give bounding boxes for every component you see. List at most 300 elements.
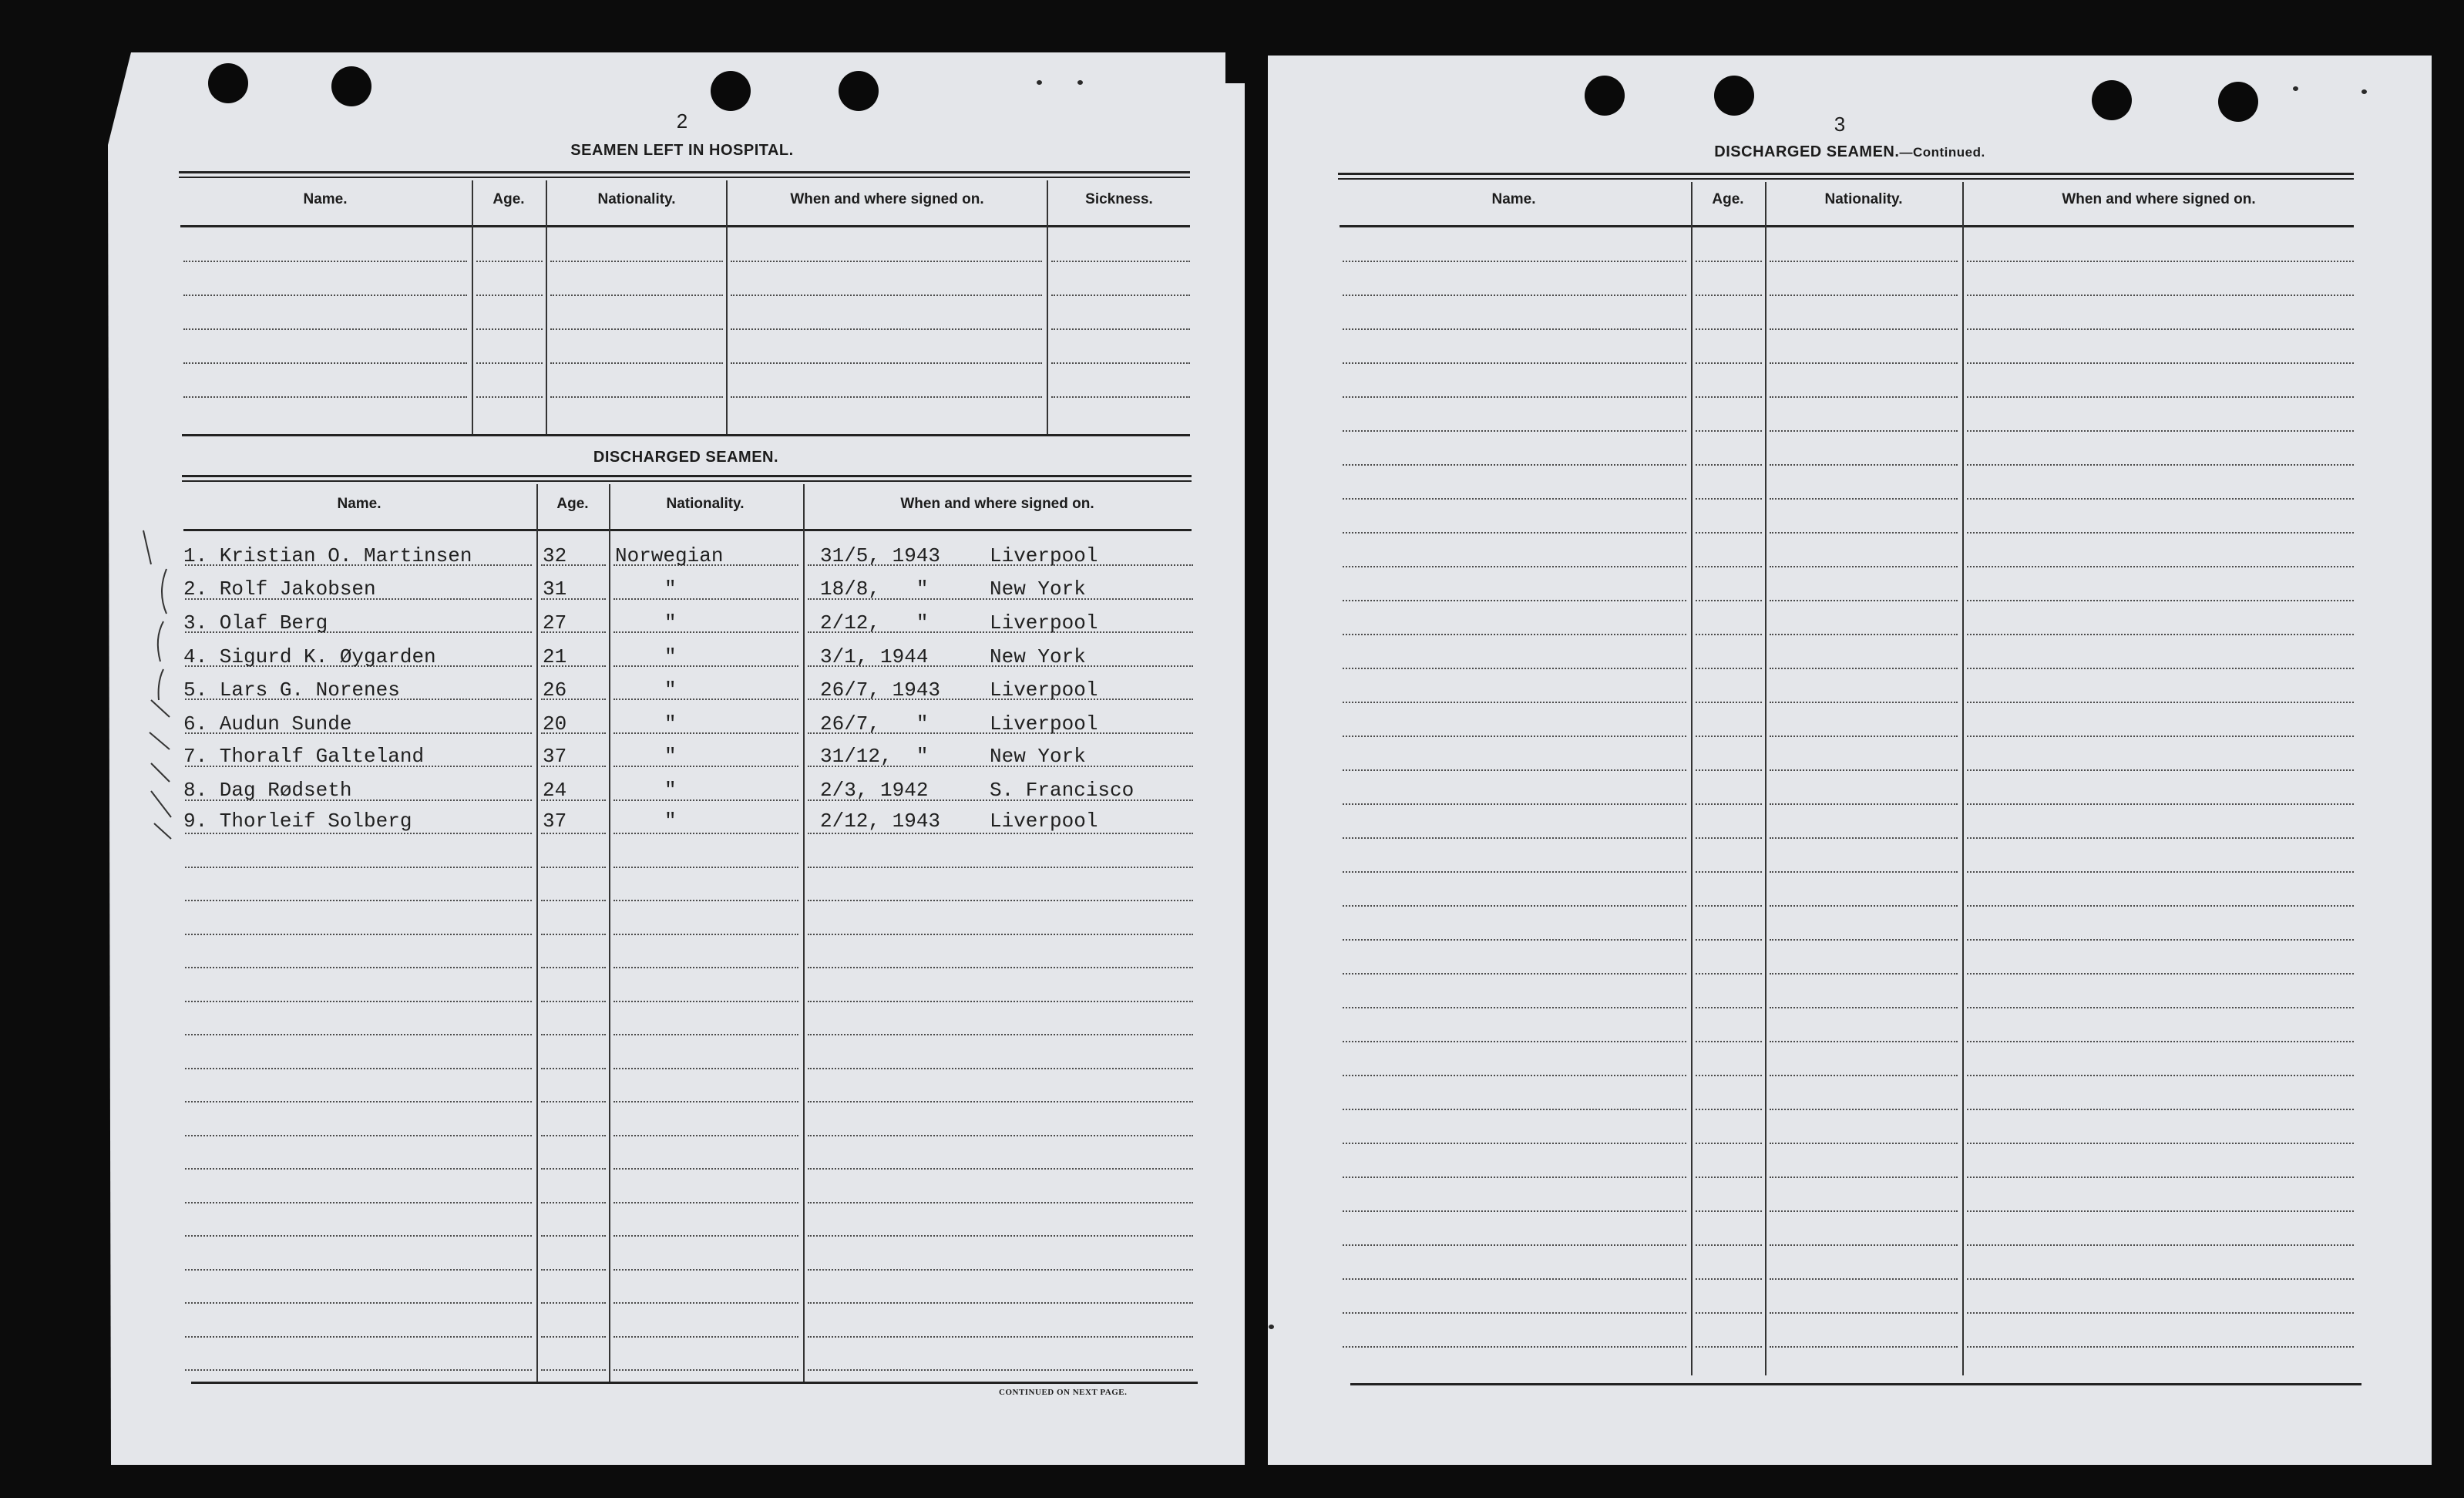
ruled-line	[1770, 803, 1958, 805]
entry-age: 26	[543, 678, 567, 702]
ruled-line	[1696, 295, 1762, 296]
ruled-line	[1696, 1244, 1762, 1246]
table-top-rule	[179, 171, 1190, 178]
ruled-line	[1696, 1312, 1762, 1314]
ruled-line	[1770, 837, 1958, 839]
ruled-line	[1967, 1278, 2354, 1280]
ruled-line	[1343, 362, 1686, 364]
ruled-line	[1696, 905, 1762, 907]
ruled-line	[185, 967, 532, 968]
ruled-line	[1967, 1244, 2354, 1246]
ruled-line	[1343, 803, 1686, 805]
entry-nationality: "	[664, 712, 677, 736]
entry-place: Liverpool	[990, 810, 1098, 833]
ruled-line	[1967, 769, 2354, 771]
col-header-name: Name.	[303, 191, 348, 207]
ruled-line	[1051, 328, 1190, 330]
ruled-line	[1696, 1075, 1762, 1076]
entry-place: Liverpool	[990, 678, 1098, 702]
ruled-line	[1343, 464, 1686, 466]
entry-age: 37	[543, 810, 567, 833]
ruled-line	[1696, 396, 1762, 398]
entry-place: New York	[990, 745, 1086, 768]
punch-hole	[331, 66, 371, 106]
ruled-line	[1770, 736, 1958, 737]
col-header-name: Name.	[337, 496, 382, 512]
ruled-line	[613, 598, 798, 600]
ruled-line	[1343, 498, 1686, 500]
page-number-left: 2	[676, 109, 688, 133]
entry-place: Liverpool	[990, 611, 1098, 635]
entry-name: 9. Thorleif Solberg	[183, 810, 412, 833]
ruled-line	[1770, 532, 1958, 534]
col-header-age: Age.	[1712, 191, 1744, 207]
punch-hole	[1585, 76, 1625, 116]
ink-speck	[2293, 86, 2298, 91]
ruled-line	[808, 1202, 1193, 1203]
col-divider	[1765, 182, 1766, 1375]
ruled-line	[1696, 871, 1762, 873]
ruled-line	[541, 1168, 606, 1170]
ruled-line	[808, 1034, 1193, 1035]
ruled-line	[1967, 362, 2354, 364]
ruled-line	[541, 1001, 606, 1002]
ruled-line	[1696, 939, 1762, 941]
ruled-line	[185, 1168, 532, 1170]
col-divider	[472, 180, 473, 435]
entry-place: Liverpool	[990, 712, 1098, 736]
ruled-line	[1967, 430, 2354, 432]
ruled-line	[1770, 1244, 1958, 1246]
ruled-line	[1343, 328, 1686, 330]
ruled-line	[808, 1168, 1193, 1170]
ruled-line	[185, 867, 532, 868]
discharged-section-title: DISCHARGED SEAMEN.	[593, 449, 779, 466]
entry-name: 7. Thoralf Galteland	[183, 745, 425, 768]
table-top-rule	[182, 475, 1192, 482]
col-divider	[1691, 182, 1693, 1375]
ruled-line	[1343, 1278, 1686, 1280]
ruled-line	[613, 1336, 798, 1338]
ruled-line	[613, 1101, 798, 1102]
entry-date: 18/8, "	[820, 577, 929, 601]
ruled-line	[1770, 769, 1958, 771]
entry-nationality: "	[664, 810, 677, 833]
ruled-line	[808, 1235, 1193, 1237]
punch-hole	[1714, 76, 1754, 116]
ruled-line	[1770, 905, 1958, 907]
ruled-line	[185, 1135, 532, 1136]
ruled-line	[1967, 328, 2354, 330]
ruled-line	[1343, 905, 1686, 907]
entry-date: 26/7, "	[820, 712, 929, 736]
entry-name: 3. Olaf Berg	[183, 611, 328, 635]
ruled-line	[808, 967, 1193, 968]
ruled-line	[1967, 668, 2354, 669]
ruled-line	[1696, 532, 1762, 534]
col-divider	[546, 180, 547, 435]
entry-name: 1. Kristian O. Martinsen	[183, 544, 472, 567]
col-header-signed-on: When and where signed on.	[2062, 191, 2256, 207]
ruled-line	[185, 1269, 532, 1271]
ruled-line	[1696, 600, 1762, 601]
entry-name: 4. Sigurd K. Øygarden	[183, 645, 436, 668]
ruled-line	[1696, 464, 1762, 466]
ruled-line	[1967, 702, 2354, 703]
ruled-line	[1967, 1109, 2354, 1110]
ruled-line	[1343, 566, 1686, 567]
header-rule	[183, 529, 1192, 531]
ruled-line	[1343, 1244, 1686, 1246]
entry-age: 37	[543, 745, 567, 768]
ruled-line	[1967, 1177, 2354, 1178]
ruled-line	[808, 867, 1193, 868]
ruled-line	[808, 1001, 1193, 1002]
ruled-line	[1967, 1041, 2354, 1042]
ruled-line	[1967, 600, 2354, 601]
ruled-line	[1696, 769, 1762, 771]
ruled-line	[1967, 396, 2354, 398]
ruled-line	[1770, 498, 1958, 500]
hospital-bottom-rule	[182, 434, 1190, 436]
ruled-line	[1967, 634, 2354, 635]
ruled-line	[613, 799, 798, 801]
ruled-line	[1967, 261, 2354, 262]
ruled-line	[476, 396, 543, 398]
ruled-line	[541, 1336, 606, 1338]
ruled-line	[1696, 1109, 1762, 1110]
entry-nationality: "	[664, 645, 677, 668]
ruled-line	[1770, 939, 1958, 941]
ruled-line	[541, 1034, 606, 1035]
ruled-line	[1696, 566, 1762, 567]
entry-name: 6. Audun Sunde	[183, 712, 352, 736]
ruled-line	[1967, 871, 2354, 873]
col-header-nationality: Nationality.	[597, 191, 676, 207]
ruled-line	[1770, 1143, 1958, 1144]
ruled-line	[808, 1336, 1193, 1338]
ruled-line	[613, 1068, 798, 1069]
ruled-line	[613, 1034, 798, 1035]
entry-age: 20	[543, 712, 567, 736]
ruled-line	[1967, 736, 2354, 737]
col-divider	[536, 484, 538, 1383]
ruled-line	[550, 396, 723, 398]
ruled-line	[613, 1168, 798, 1170]
ruled-line	[185, 1369, 532, 1371]
ruled-line	[808, 1135, 1193, 1136]
ruled-line	[1770, 1278, 1958, 1280]
ruled-line	[185, 1336, 532, 1338]
punch-hole	[711, 71, 751, 111]
ruled-line	[1343, 702, 1686, 703]
col-divider	[1047, 180, 1048, 435]
ruled-line	[1696, 328, 1762, 330]
ruled-line	[1770, 668, 1958, 669]
ruled-line	[1967, 498, 2354, 500]
ruled-line	[541, 1235, 606, 1237]
entry-date: 31/12, "	[820, 745, 929, 768]
entry-place: Liverpool	[990, 544, 1098, 567]
ruled-line	[1696, 1143, 1762, 1144]
col-header-age: Age.	[556, 496, 589, 512]
ruled-line	[1770, 1210, 1958, 1212]
ruled-line	[541, 833, 606, 834]
ruled-line	[1696, 498, 1762, 500]
ruled-line	[1343, 430, 1686, 432]
col-header-signed-on: When and where signed on.	[900, 496, 1094, 512]
ruled-line	[1343, 837, 1686, 839]
ruled-line	[550, 328, 723, 330]
ruled-line	[1051, 362, 1190, 364]
ruled-line	[541, 867, 606, 868]
ruled-line	[1696, 736, 1762, 737]
ruled-line	[476, 362, 543, 364]
right-section-title-suffix: —Continued.	[1899, 145, 1985, 160]
ruled-line	[1696, 702, 1762, 703]
ruled-line	[1770, 1312, 1958, 1314]
ruled-line	[1967, 1210, 2354, 1212]
ruled-line	[476, 295, 543, 296]
ruled-line	[731, 396, 1042, 398]
ruled-line	[185, 1001, 532, 1002]
ruled-line	[1770, 1109, 1958, 1110]
ruled-line	[541, 1068, 606, 1069]
ruled-line	[541, 1302, 606, 1304]
ruled-line	[613, 900, 798, 901]
ruled-line	[185, 900, 532, 901]
ruled-line	[1343, 634, 1686, 635]
continued-note: CONTINUED ON NEXT PAGE.	[999, 1388, 1128, 1397]
ruled-line	[1343, 1075, 1686, 1076]
ruled-line	[1967, 905, 2354, 907]
entry-age: 24	[543, 779, 567, 802]
entry-age: 31	[543, 577, 567, 601]
entry-nationality: "	[664, 745, 677, 768]
right-page	[1268, 56, 2432, 1465]
ruled-line	[183, 328, 467, 330]
ruled-line	[541, 1369, 606, 1371]
ruled-line	[731, 362, 1042, 364]
ruled-line	[476, 328, 543, 330]
entry-nationality: "	[664, 611, 677, 635]
entry-date: 3/1, 1944	[820, 645, 929, 668]
entry-date: 2/12, "	[820, 611, 929, 635]
ruled-line	[1343, 600, 1686, 601]
ruled-line	[1696, 1346, 1762, 1348]
ruled-line	[1967, 1312, 2354, 1314]
ruled-line	[1696, 1210, 1762, 1212]
ruled-line	[1967, 837, 2354, 839]
col-header-sickness: Sickness.	[1085, 191, 1153, 207]
entry-nationality: "	[664, 577, 677, 601]
ruled-line	[185, 1202, 532, 1203]
ruled-line	[1343, 1007, 1686, 1008]
ruled-line	[1967, 1007, 2354, 1008]
ruled-line	[550, 261, 723, 262]
col-header-nationality: Nationality.	[666, 496, 745, 512]
page-number-right: 3	[1834, 113, 1846, 136]
ruled-line	[1051, 261, 1190, 262]
ruled-line	[1343, 973, 1686, 975]
ruled-line	[1967, 295, 2354, 296]
ruled-line	[550, 362, 723, 364]
ruled-line	[808, 833, 1193, 834]
ruled-line	[185, 934, 532, 935]
entry-place: New York	[990, 577, 1086, 601]
col-divider	[726, 180, 728, 435]
ruled-line	[1967, 464, 2354, 466]
ruled-line	[1343, 1041, 1686, 1042]
entry-nationality: "	[664, 779, 677, 802]
ruled-line	[1770, 1075, 1958, 1076]
ruled-line	[613, 833, 798, 834]
ink-speck	[2361, 89, 2367, 94]
entry-nationality: Norwegian	[615, 544, 724, 567]
entry-age: 21	[543, 645, 567, 668]
ruled-line	[808, 1101, 1193, 1102]
ruled-line	[1343, 1177, 1686, 1178]
ruled-line	[808, 900, 1193, 901]
ruled-line	[1343, 1346, 1686, 1348]
ruled-line	[1343, 396, 1686, 398]
col-header-age: Age.	[492, 191, 525, 207]
entry-age: 32	[543, 544, 567, 567]
ruled-line	[1343, 1143, 1686, 1144]
header-rule	[180, 225, 1190, 227]
ruled-line	[808, 1369, 1193, 1371]
ruled-line	[613, 934, 798, 935]
ruled-line	[541, 1202, 606, 1203]
ruled-line	[808, 1269, 1193, 1271]
ruled-line	[541, 1135, 606, 1136]
ruled-line	[1696, 803, 1762, 805]
ink-speck	[1077, 80, 1083, 85]
ruled-line	[613, 1235, 798, 1237]
entry-place: S. Francisco	[990, 779, 1135, 802]
ruled-line	[183, 362, 467, 364]
ruled-line	[185, 1068, 532, 1069]
ruled-line	[185, 1034, 532, 1035]
entry-nationality: "	[664, 678, 677, 702]
ruled-line	[613, 1302, 798, 1304]
ruled-line	[1343, 295, 1686, 296]
header-rule	[1340, 225, 2354, 227]
col-header-nationality: Nationality.	[1824, 191, 1903, 207]
ruled-line	[1967, 1075, 2354, 1076]
entry-date: 2/3, 1942	[820, 779, 929, 802]
ruled-line	[613, 665, 798, 667]
entry-age: 27	[543, 611, 567, 635]
ruled-line	[183, 261, 467, 262]
ruled-line	[541, 1269, 606, 1271]
ruled-line	[731, 261, 1042, 262]
ruled-line	[1343, 1109, 1686, 1110]
ruled-line	[1967, 803, 2354, 805]
ruled-line	[1696, 1278, 1762, 1280]
ruled-line	[185, 1235, 532, 1237]
ruled-line	[1770, 362, 1958, 364]
ruled-line	[1696, 837, 1762, 839]
ruled-line	[808, 934, 1193, 935]
ruled-line	[1696, 973, 1762, 975]
ruled-line	[1770, 464, 1958, 466]
entry-name: 8. Dag Rødseth	[183, 779, 352, 802]
ruled-line	[541, 934, 606, 935]
table-bottom-rule	[191, 1382, 1198, 1384]
ruled-line	[1770, 566, 1958, 567]
col-header-signed-on: When and where signed on.	[790, 191, 984, 207]
ruled-line	[1696, 668, 1762, 669]
ruled-line	[1343, 1210, 1686, 1212]
ruled-line	[1967, 532, 2354, 534]
punch-hole	[208, 63, 248, 103]
ruled-line	[183, 295, 467, 296]
ruled-line	[185, 1101, 532, 1102]
ruled-line	[1343, 939, 1686, 941]
ruled-line	[613, 1135, 798, 1136]
ruled-line	[183, 396, 467, 398]
ruled-line	[1770, 1177, 1958, 1178]
ruled-line	[1967, 1346, 2354, 1348]
table-top-rule	[1338, 173, 2354, 180]
ruled-line	[185, 833, 532, 834]
ruled-line	[1696, 634, 1762, 635]
ruled-line	[1696, 1041, 1762, 1042]
ruled-line	[1770, 396, 1958, 398]
ruled-line	[1696, 261, 1762, 262]
ruled-line	[1770, 261, 1958, 262]
ruled-line	[1343, 736, 1686, 737]
entry-name: 2. Rolf Jakobsen	[183, 577, 376, 601]
ruled-line	[613, 732, 798, 734]
ruled-line	[1696, 1007, 1762, 1008]
table-bottom-rule	[1350, 1383, 2361, 1385]
ruled-line	[1343, 871, 1686, 873]
ruled-line	[1967, 939, 2354, 941]
ruled-line	[1967, 566, 2354, 567]
ruled-line	[1770, 328, 1958, 330]
ruled-line	[1770, 1007, 1958, 1008]
ruled-line	[476, 261, 543, 262]
entry-name: 5. Lars G. Norenes	[183, 678, 400, 702]
ruled-line	[1770, 1041, 1958, 1042]
ruled-line	[1770, 295, 1958, 296]
punch-hole	[2218, 82, 2258, 122]
right-section-title	[1634, 143, 2066, 161]
entry-place: New York	[990, 645, 1086, 668]
ruled-line	[613, 699, 798, 700]
ruled-line	[1696, 362, 1762, 364]
punch-hole	[2092, 80, 2132, 120]
ruled-line	[613, 1001, 798, 1002]
ruled-line	[1343, 261, 1686, 262]
ruled-line	[1967, 973, 2354, 975]
ruled-line	[1770, 634, 1958, 635]
ruled-line	[1967, 1143, 2354, 1144]
ruled-line	[1051, 396, 1190, 398]
ruled-line	[808, 1302, 1193, 1304]
ruled-line	[1343, 769, 1686, 771]
ink-speck	[1269, 1325, 1274, 1329]
entry-date: 26/7, 1943	[820, 678, 941, 702]
hospital-section-title: SEAMEN LEFT IN HOSPITAL.	[570, 142, 794, 159]
entry-date: 31/5, 1943	[820, 544, 941, 567]
ruled-line	[808, 1068, 1193, 1069]
ruled-line	[1770, 702, 1958, 703]
col-header-name: Name.	[1491, 191, 1536, 207]
ruled-line	[613, 1202, 798, 1203]
